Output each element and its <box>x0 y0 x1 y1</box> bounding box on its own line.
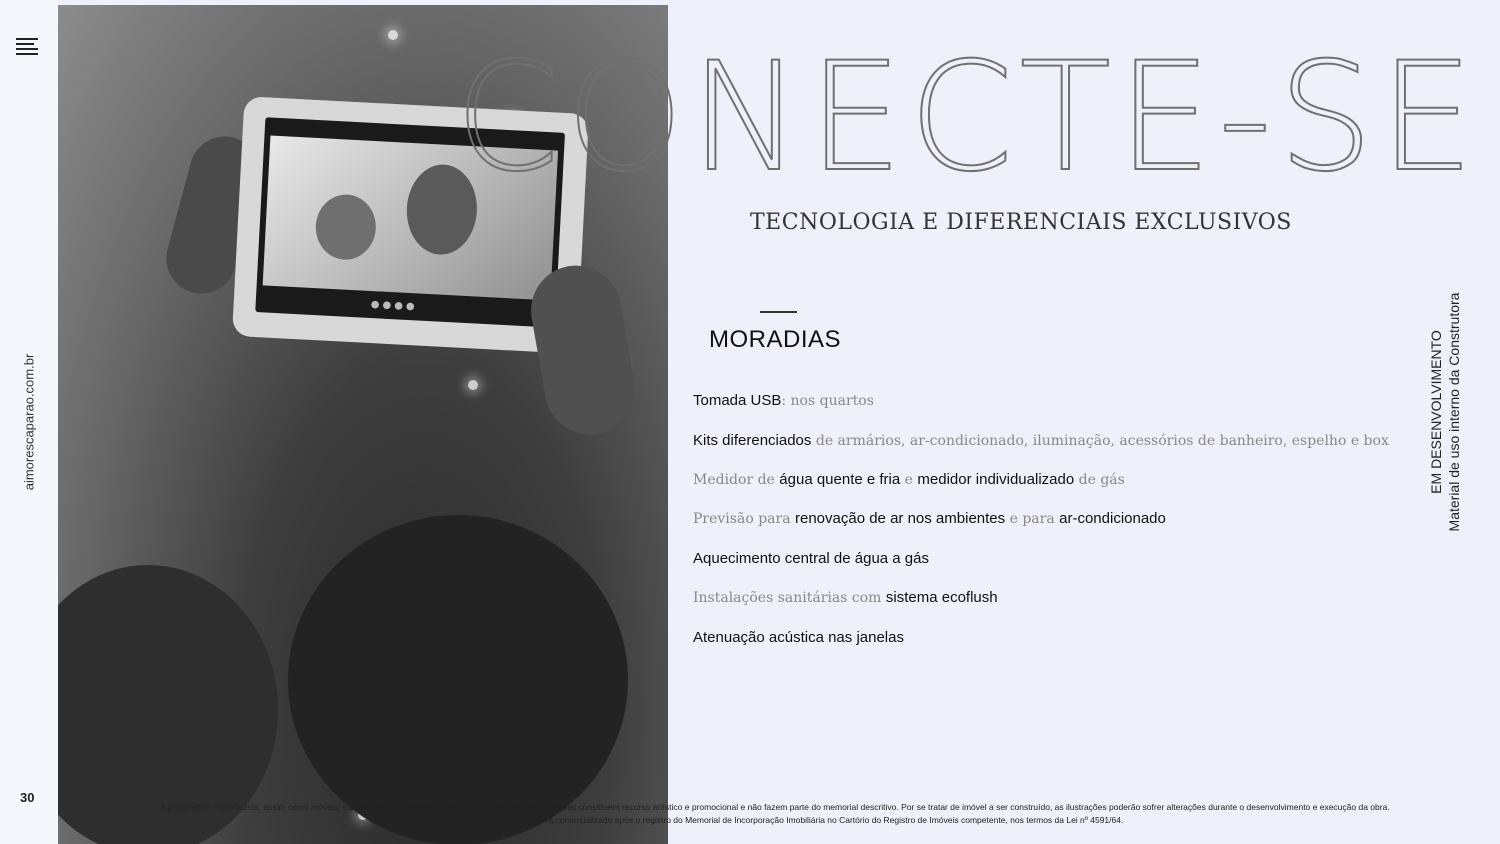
feature-item: Instalações sanitárias com sistema ecoflush <box>693 589 998 606</box>
disclaimer-line: O empreendimento somente será comercializado após o registro do Memorial de Incorporação Imobiliária no Cartório do Registro de Imóveis competente, nos termos da Lei nº 4591/64. <box>426 814 1124 825</box>
page-title: CONECTE-SE <box>455 31 1481 205</box>
page-subtitle: TECNOLOGIA E DIFERENCIAIS EXCLUSIVOS <box>750 210 1292 235</box>
development-status-note <box>1427 293 1463 532</box>
section-heading: MORADIAS <box>709 326 842 353</box>
feature-item: Atenuação acústica nas janelas <box>693 629 904 646</box>
section-divider <box>760 311 797 313</box>
status-line: EM DESENVOLVIMENTO <box>1428 330 1444 494</box>
left-sidebar <box>0 0 58 844</box>
website-url[interactable]: aimorescaparao.com.br <box>21 353 37 491</box>
feature-item: Medidor de água quente e fria e medidor individualizado de gás <box>693 471 1125 488</box>
feature-item: Previsão para renovação de ar nos ambientes e para ar-condicionado <box>693 510 1166 527</box>
legal-disclaimer <box>90 801 1460 826</box>
feature-item: Kits diferenciados de armários, ar-condicionado, iluminação, acessórios de banheiro, espelho e box <box>693 432 1389 449</box>
feature-item: Aquecimento central de água a gás <box>693 550 929 567</box>
menu-icon[interactable] <box>16 38 38 56</box>
internal-use-line: Material de uso interno da Construtora <box>1446 292 1462 532</box>
disclaimer-line: A perspectiva reproduzida, assim como móveis, equipamentos e objetos de decoração exibidos neste material constituem recurso artístico e promocional e não fazem parte do memorial descritivo. Por se tratar de imóvel a ser construído, as ilustrações poderão sofrer alterações durante o desenvolvimento e execução da obra. <box>160 802 1390 812</box>
page-number: 30 <box>20 790 35 805</box>
tablet-screen: ●●●● <box>255 117 565 327</box>
feature-item: Tomada USB: nos quartos <box>693 392 874 409</box>
